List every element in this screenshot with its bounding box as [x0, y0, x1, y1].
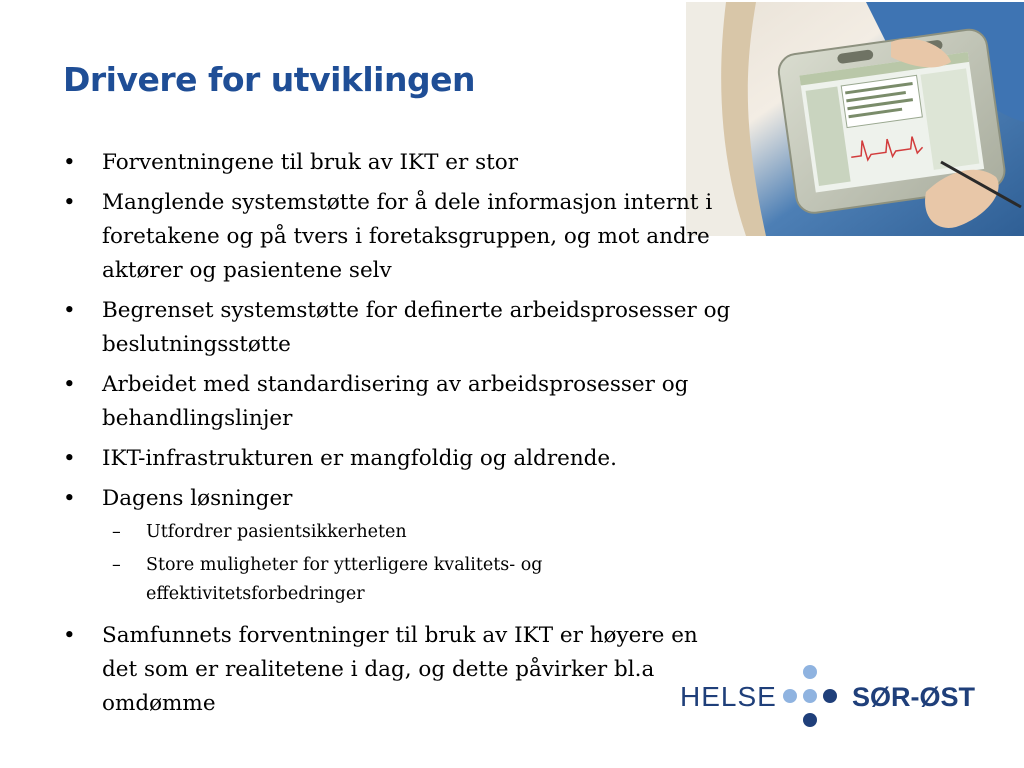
bullet-item — [63, 482, 733, 609]
tablet-illustration — [686, 2, 1024, 236]
bullet-text: IKT-infrastrukturen er mangfoldig og aldrende. — [102, 446, 617, 471]
bullet-marker: • — [63, 298, 76, 323]
bullet-item — [63, 294, 733, 362]
bullet-text: Samfunnets forventninger til bruk av IKT er høyere en det som er realitetene i dag, og dette påvirker bl.a omdømme — [102, 623, 698, 716]
bullet-text: Dagens løsninger — [102, 486, 293, 511]
bullet-text: Begrenset systemstøtte for definerte arbeidsprosesser og beslutningsstøtte — [102, 298, 731, 357]
bullet-marker: • — [63, 486, 76, 511]
sub-bullet-item — [102, 551, 733, 609]
bullet-list — [63, 146, 733, 727]
sub-bullet-text: Utfordrer pasientsikkerheten — [146, 522, 407, 542]
bullet-text: Forventningene til bruk av IKT er stor — [102, 150, 519, 175]
bullet-item — [63, 442, 733, 476]
sub-bullet-item — [102, 518, 733, 547]
dash-marker: – — [112, 555, 121, 575]
slide-title: Drivere for utviklingen — [63, 60, 475, 99]
dash-marker: – — [112, 522, 121, 542]
dots-cross-mark-icon — [783, 665, 837, 727]
bullet-item — [63, 368, 733, 436]
bullet-marker: • — [63, 372, 76, 397]
bullet-item — [63, 146, 733, 180]
sub-bullet-text: Store muligheter for ytterligere kvalitets- og effektivitetsforbedringer — [146, 555, 543, 604]
tablet-photo — [686, 2, 1024, 236]
sub-bullet-list — [102, 518, 733, 609]
bullet-marker: • — [63, 190, 76, 215]
logo-right-text: SØR-ØST — [852, 682, 976, 712]
logo-left-text: HELSE — [680, 681, 777, 712]
bullet-text: Arbeidet med standardisering av arbeidsprosesser og behandlingslinjer — [102, 372, 689, 431]
bullet-marker: • — [63, 623, 76, 648]
bullet-marker: • — [63, 150, 76, 175]
helse-sor-ost-logo — [680, 660, 980, 730]
bullet-marker: • — [63, 446, 76, 471]
bullet-item — [63, 619, 733, 721]
bullet-text: Manglende systemstøtte for å dele informasjon internt i foretakene og på tvers i foretaksgruppen, og mot andre aktører og pasientene selv — [102, 190, 713, 283]
logo-svg — [680, 660, 980, 730]
bullet-item — [63, 186, 733, 288]
